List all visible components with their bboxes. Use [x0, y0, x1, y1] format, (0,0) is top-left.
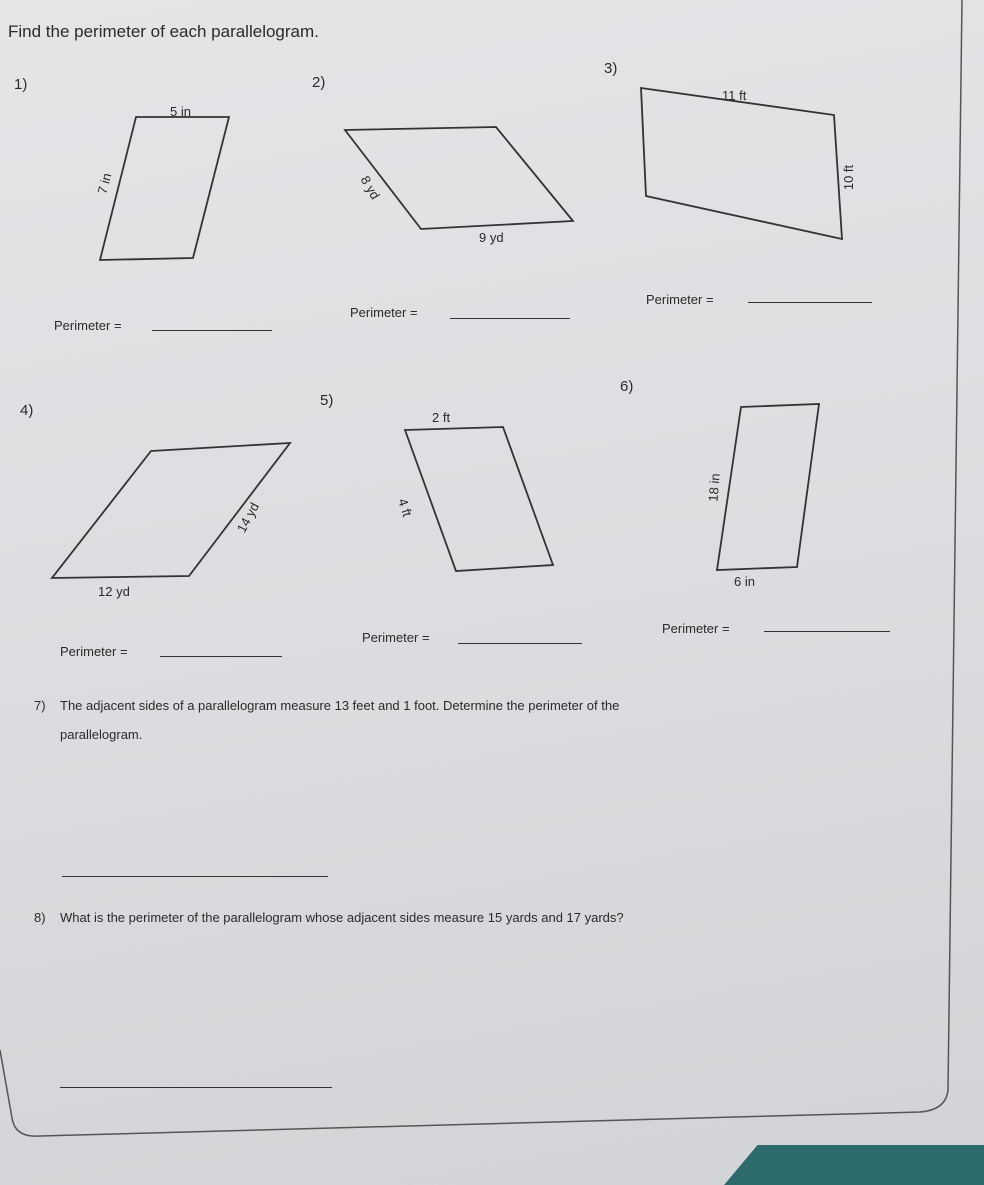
answer-label: Perimeter = [662, 621, 730, 636]
side-label: 6 in [734, 574, 755, 589]
parallelogram-6 [717, 404, 819, 570]
side-label: 5 in [170, 104, 191, 119]
parallelogram-2 [345, 127, 573, 229]
problem-number: 4) [20, 402, 34, 419]
answer-blank[interactable] [62, 876, 328, 877]
answer-label: Perimeter = [646, 292, 714, 307]
answer-blank[interactable] [60, 1087, 332, 1088]
parallelogram-3 [641, 88, 842, 239]
word-problem-7-text-cont: parallelogram. [60, 727, 143, 742]
answer-blank[interactable] [160, 656, 282, 657]
answer-blank[interactable] [458, 643, 582, 644]
word-problem-8-number: 8) [34, 910, 46, 925]
word-problem-7-number: 7) [34, 698, 46, 713]
answer-blank[interactable] [152, 330, 272, 331]
worksheet-title: Find the perimeter of each parallelogram. [8, 22, 319, 41]
side-label: 4 ft [395, 496, 415, 519]
answer-label: Perimeter = [350, 305, 418, 320]
answer-blank[interactable] [450, 318, 570, 319]
side-label: 18 in [705, 472, 723, 503]
answer-blank[interactable] [764, 631, 890, 632]
word-problem-7-text: The adjacent sides of a parallelogram measure 13 feet and 1 foot. Determine the perimeter of the [60, 698, 620, 713]
problem-number: 2) [312, 74, 326, 91]
problem-number: 6) [620, 378, 634, 395]
problem-number: 1) [14, 76, 28, 93]
answer-label: Perimeter = [60, 644, 128, 659]
answer-label: Perimeter = [362, 630, 430, 645]
side-label: 2 ft [432, 410, 451, 425]
word-problem-8-text: What is the perimeter of the parallelogram whose adjacent sides measure 15 yards and 17 yards? [60, 910, 624, 925]
problem-number: 3) [604, 60, 618, 77]
side-label: 8 yd [357, 173, 383, 202]
side-label: 9 yd [479, 230, 504, 245]
answer-blank[interactable] [748, 302, 872, 303]
parallelogram-1 [100, 117, 229, 260]
parallelogram-5 [405, 427, 553, 571]
answer-label: Perimeter = [54, 318, 122, 333]
side-label: 11 ft [722, 88, 747, 103]
side-label: 14 yd [233, 499, 262, 536]
problem-number: 5) [320, 392, 334, 409]
side-label: 12 yd [98, 584, 130, 599]
side-label: 7 in [94, 171, 115, 196]
side-label: 10 ft [841, 164, 857, 191]
table-surface [724, 1145, 984, 1185]
